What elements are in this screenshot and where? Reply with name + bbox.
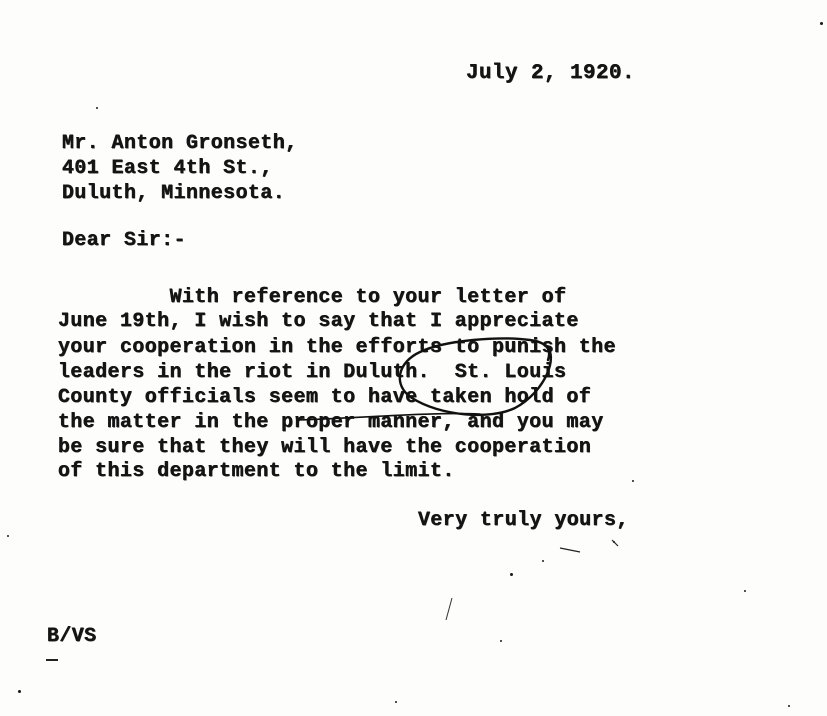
scan-speck <box>744 590 746 592</box>
scan-speck <box>96 107 98 109</box>
scan-speck <box>788 705 790 707</box>
scan-speck <box>632 480 634 482</box>
body-line-7: be sure that they will have the cooperation <box>58 436 592 459</box>
scan-speck <box>820 22 823 25</box>
scan-speck <box>613 541 615 543</box>
closing: Very truly yours, <box>418 509 629 532</box>
body-line-5: County officials seem to have taken hold of <box>58 386 592 409</box>
body-line-2: June 19th, I wish to say that I appreciate <box>58 310 579 333</box>
recipient-name: Mr. Anton Gronseth, <box>62 132 298 155</box>
scan-speck <box>7 535 9 537</box>
body-line-1: With reference to your letter of <box>58 286 567 309</box>
recipient-street: 401 East 4th St., <box>62 157 273 180</box>
typist-initials: B/VS <box>47 625 97 648</box>
scan-speck <box>395 701 397 703</box>
body-line-4: leaders in the riot in Duluth. St. Louis <box>58 361 567 384</box>
letter-date: July 2, 1920. <box>466 62 636 85</box>
body-line-6: the matter in the proper manner, and you may <box>58 411 604 434</box>
recipient-city: Duluth, Minnesota. <box>62 182 286 205</box>
body-line-3: your cooperation in the efforts to punish the <box>58 336 617 359</box>
scan-speck <box>542 560 544 562</box>
scan-speck <box>510 573 513 576</box>
body-line-8: of this department to the limit. <box>58 460 455 483</box>
scan-speck <box>18 690 21 693</box>
scan-speck <box>500 640 502 642</box>
salutation: Dear Sir:- <box>62 229 187 252</box>
